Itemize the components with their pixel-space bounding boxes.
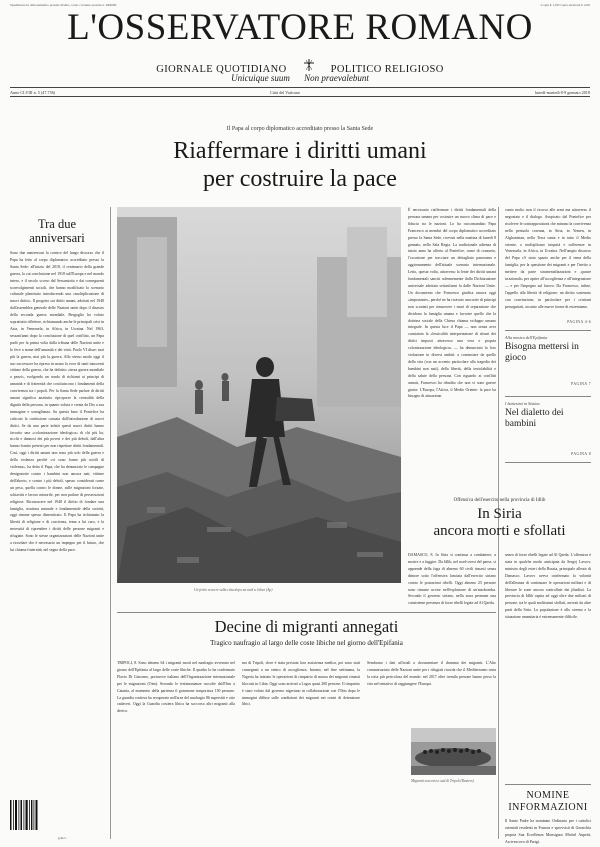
sidebar-divider [505, 462, 591, 463]
issue-number: Anno CLVIII n. 5 (47.756) [10, 90, 56, 95]
migrants-photo-caption: Migranti soccorsi a sud di Tripoli (Reuters) [411, 779, 474, 783]
sidebar-item-battesimi[interactable] [505, 396, 591, 458]
notice-divider [505, 784, 591, 785]
sidebar-page-ref: PAGINA 8 [571, 452, 591, 456]
sidebar-item-epifania[interactable] [505, 330, 591, 388]
main-story-text-col1: È necessario riaffermare i diritti fondamentali della persona umana per costruire un nuovo clima di pace e fiducia tra le nazioni. Lo ha raccomandato Papa Francesco ai membri del corpo diplomatico accreditato presso la Santa Sede, ricevuti nella mattina di lunedì 8 gennaio, nella Sala Regia. La tradizionale udienza di inizio anno ha offerto al Pontefice, come di consueto, l'occasione per tracciare un dettagliato panorama e aggiornamento dell'attuale scenario internazionale. Letto, questa volta, attraverso la lente dei diritti umani fondamentali sanciti solennemente dalla Dichiarazione universale adottata settant'anni fa dalle Nazioni Unite. Un documento che Francesco giudica ancora oggi «importante», perché ne ha ricavato una serie di principi non scontati per rimuovere i muri di separazione che dividono la famiglia umana e favorire quello che la dottrina sociale della Chiesa chiama sviluppo umano integrale. In questa luce il Papa — non senza aver constatato la «lessicalità interpretazione di alcuni dei diritti imposti attraverso una vera e propria colonizzazione ideologica» — ha denunciato la loro violazione in diversi ambiti: a cominciare da quello della vita (con un accento particolare alla tragedia dei bambini non nati), della libertà, della inviolabilità e della salute della persona. Con riguardo ai conflitti armati, Francesco ha ribadito che non vi sono guerre giuste. L'Europa, l'Africa, il Medio Oriente: la pace ha bisogno di attuazione. [408, 208, 496, 399]
syria-story-text-col2: senza di forze ribelli legate ad Al Qaeda. L'offensiva è stata in qualche modo anticipata da Sergej Lavrov, ministro degli esteri della Russia, principale alleato di Damasco. Lavrov aveva confermato la volontà dell'alleanza di continuare le operazioni militari e di liberare le zone ancora controllate dai jihadisti. La provincia di Idlib ospita ad oggi oltre due milioni di persone, tra le quali moltissimi sfollati, arrivati da altre parti della Siria. La popolazione è allo stremo e la situazione umanitaria è estremamente difficile. [505, 553, 591, 620]
sidebar-page-ref: PAGINA 7 [571, 382, 591, 386]
postal-notice: Spedizione in abbonamento postale Roma, conto corrente postale n. 649000 [10, 3, 117, 7]
migrants-story-headline [117, 617, 496, 647]
issue-date: lunedì-martedì 8-9 gennaio 2018 [534, 90, 590, 95]
masthead: L'OSSERVATORE ROMANO [67, 7, 533, 48]
sidebar-kicker: I battesimi in Sistina [505, 401, 540, 406]
section-divider [117, 612, 496, 613]
main-story-text-col2: vanto molto non il ricorso alle armi ma attraverso il negoziato e il dialogo. Auspicato dal Pontefice per risolvere le contrapposizioni che minano la convivenza nella penisola coreana, in Siria, in Yemen, in Afghanistan, nella Terra santa e in tutto il Medio oriente, o moltiplicano iniquità e sofferenze in Venezuela, in Africa, in Ucraina. Nell'ampio discorso del Papa c'è stato spazio anche per il tema della famiglia, per la questione dei migranti e per l'invito a mettere da parte strumentalizzazioni e «paure irrazionali» per aprire all'accoglienza e all'integrazione — e per l'impegno sul lavoro. Da Francesco, infine, l'appello alla libertà di religione: un diritto sostenuto con convinzione, in particolare per i cristiani perseguitati, accanto alle nuove forme di estremismo. [505, 208, 591, 309]
main-story-headline [100, 137, 500, 193]
sidebar-title: Bisogna mettersi in gioco [505, 342, 579, 363]
migrants-headline: Decine di migranti annegati [214, 617, 399, 636]
sidebar-kicker: Alla mostra dell'Epifania [505, 335, 548, 340]
syria-story-text-col1: DAMASCO, 8. In Siria si continua a combattere, a morire e a fuggire. Da Idlib, nel nord-ovest del paese, si apprende della fuga di almeno 60 civili rimasti senza dimore sotto l'offensiva lanciata dall'esercito siriano contro le postazioni ribelli. Oggi almeno 25 persone sono rimaste uccise nell'esplosione di un'autobomba. Secondo il governo siriano, nella zona permane una consistente presenza di forze ribelli legate ad Al Qaeda. [408, 553, 496, 606]
syria-headline-line1: In Siria [477, 506, 522, 522]
sidebar-title: Nel dialetto dei bambini [505, 408, 564, 429]
migrants-story-text-col1: TRIPOLI, 8. Sono almeno 64 i migranti morti nel naufragio avvenuto nel giorno dell'Epifania al largo delle coste libiche. Il quadro lo ha confermato Flavio Di Giacomo, portavoce italiano dell'Organizzazione internazionale per le migrazioni (Oim). Secondo le testimonianze raccolte dall'Oim a Catania, al momento della partenza il gommone trasportava 150 persone. La guardia costiera ha recuperato nell'area del naufragio 86 superstiti e otto cadaveri. Oggi la Guardia costiera libica ha soccorso altri migranti alla deriva. [117, 661, 235, 714]
migrants-subhead: Tragico naufragio al largo delle coste libiche nel giorno dell'Epifania [210, 639, 403, 647]
notice-title-line2: INFORMAZIONI [508, 802, 588, 813]
editorial-title: Tra due anniversari [29, 217, 85, 245]
main-headline-line2: per costruire la pace [203, 166, 397, 192]
notice-title [505, 790, 591, 814]
subtitle-right: POLITICO RELIGIOSO [330, 64, 444, 75]
subtitle-left: GIORNALE QUOTIDIANO [156, 64, 287, 75]
main-photo-caption: Un ferito recorre sulla citta dopo un raid a Jobar (Ap) [194, 588, 273, 592]
issue-place: Città del Vaticano [270, 90, 300, 95]
column-rule [110, 207, 111, 839]
syria-headline-line2: ancora morti e sfollati [433, 523, 566, 539]
syria-kicker: Offensiva dell'esercito nella provincia di Idlib [453, 498, 546, 503]
syria-story-headline [408, 498, 591, 540]
price-notice: Copia € 1,00 Copia arretrata € 2,00 [540, 3, 590, 7]
migrants-story-text-col3: Sembrano i dati ufficiali a documentare il dramma dei migranti. L'Alto commissariato delle Nazioni unite per i rifugiati ricorda che il Mediterraneo resta la rotta più pericolosa del mondo: nel 2017 oltre tremila persone hanno perso la vita nel tentativo di raggiungere l'Europa. [367, 661, 496, 686]
barcode-image [10, 800, 38, 830]
main-story-page-ref: PAGINA 4-6 [567, 320, 591, 324]
migrants-photo [411, 728, 496, 775]
editorial-signature: g.m.v. [58, 836, 67, 840]
main-story-photo [117, 207, 401, 583]
masthead-motto [0, 73, 600, 83]
notice-title-line1: NOMINE [526, 790, 570, 801]
motto-right: Non praevalebunt [304, 73, 369, 83]
editorial-text: Sono due anniversari la cornice del lungo discorso che il Papa ha letto al corpo diplomatico accreditato presso la Santa Sede: all'inizio del 2018, il centenario della grande guerra, la cui conclusione nel 1918 sull'Europa e nel mondo intero, e il secolo scorso dal Sessantotto e dai conseguenti sconvolgimenti sociali, che hanno modificato lo scenario culturale planetario introducendo una «moltiplicazione di nuovi diritti». Il progetto sui diritti umani, adottati nel 1948 dall'assemblea generale delle Nazioni unite dopo il disastro della seconda guerra mondiale, Bergoglio ha voluto soprattutto riflettere, richiamando anche le principali crisi in Asia, in Venezuela, in Africa, in Ucraina. Nel 1963, sessant'anni dopo la conclusione di quel conflitto, un Papa parlò per la prima volta dalla tribuna delle Nazioni unite e lo fece a nome dell'umanità e dei vinti. Paolo VI disse: mai più la guerra, mai più la guerra. Allo stesso modo oggi il suo successore ha ripreso in mano la voce di tanti innocenti vittime della guerra, che ha definito «terza guerra mondiale a pezzi», svolgendo un rondo di richiami ai principi di umanità e di fraternità che costituiscono i fondamenti della convivenza tra i popoli. Per la Santa Sede parlare di diritti umani significa anzitutto riproporre la centralità della dignità della persona, in quanto voluta e creata da Dio a sua immagine e somiglianza. Su questa base il Pontefice ha criticato la confusione causata dall'introduzione di nuovi diritti. Se da una parte infatti questi nuovi diritti hanno favorito una «colonizzazione ideologica» di chi più ha, ricchi e dannosi dei più poveri e dei più deboli, dall'altra hanno fornito pretesti per non rispettare diritti fondamentali. Così, oggi i diritti umani non sono più solo della guerra e della violenza perché «vi sono forme più sottili di violenza», ha detto il Papa, che ha denunciato le campagne denigratorie contro i bambini non ancora nati, vittime dell'aborto, e contro i più deboli, spesso considerati come un peso, quella contro le donne, sulle migrazioni forzate, schiavitù e lavoro minorile, per non parlare di persecuzioni religiose. Riconoscere nel 1948 il diritto di fondare una famiglia, struttura naturale e fondamentale della società, oggi rimane spesso dimenticato. Il Papa ha richiamato la libertà di religione e di coscienza, tema a lui caro, e la necessità di riprendere i diritti delle persone migranti e rifugiate. Sono le stesse organizzazioni delle Nazioni unite a ricordare che è necessario un impegno per il futuro, che lui chiama fraternità, nel segno della pace. [10, 251, 104, 552]
main-story-kicker: Il Papa al corpo diplomatico accreditato presso la Santa Sede [226, 126, 374, 132]
motto-left: Unicuique suum [231, 73, 290, 83]
notice-text: Il Santo Padre ha nominato Ordinario per i cattolici orientali residenti in Francia e sprovvisti di Gerarchia propria Sua Eccellenza Monsignor Michel Aupetit, Arcivescovo di Parigi. [505, 819, 591, 844]
main-headline-line1: Riaffermare i diritti umani [173, 138, 427, 164]
issue-info-bar [10, 87, 590, 97]
migrants-story-text-col2: ma di Tripoli, dove è stata prestata loro assistenza medica, poi sono stati consegnati a un centro di accoglienza. Intanto, nel fine settimana, la Nigeria ha iniziato le operazioni di rimpatrio di massa dei migranti rimasti bloccati in Libia. Oggi sono arrivati a Lagos quasi 200 persone. Il rimpatrio è stato voluto dal governo nigeriano in collaborazione con l'Oim dopo le immagini diffuse sulle condizioni dei migranti nei centri di detenzione libici. [242, 661, 360, 707]
